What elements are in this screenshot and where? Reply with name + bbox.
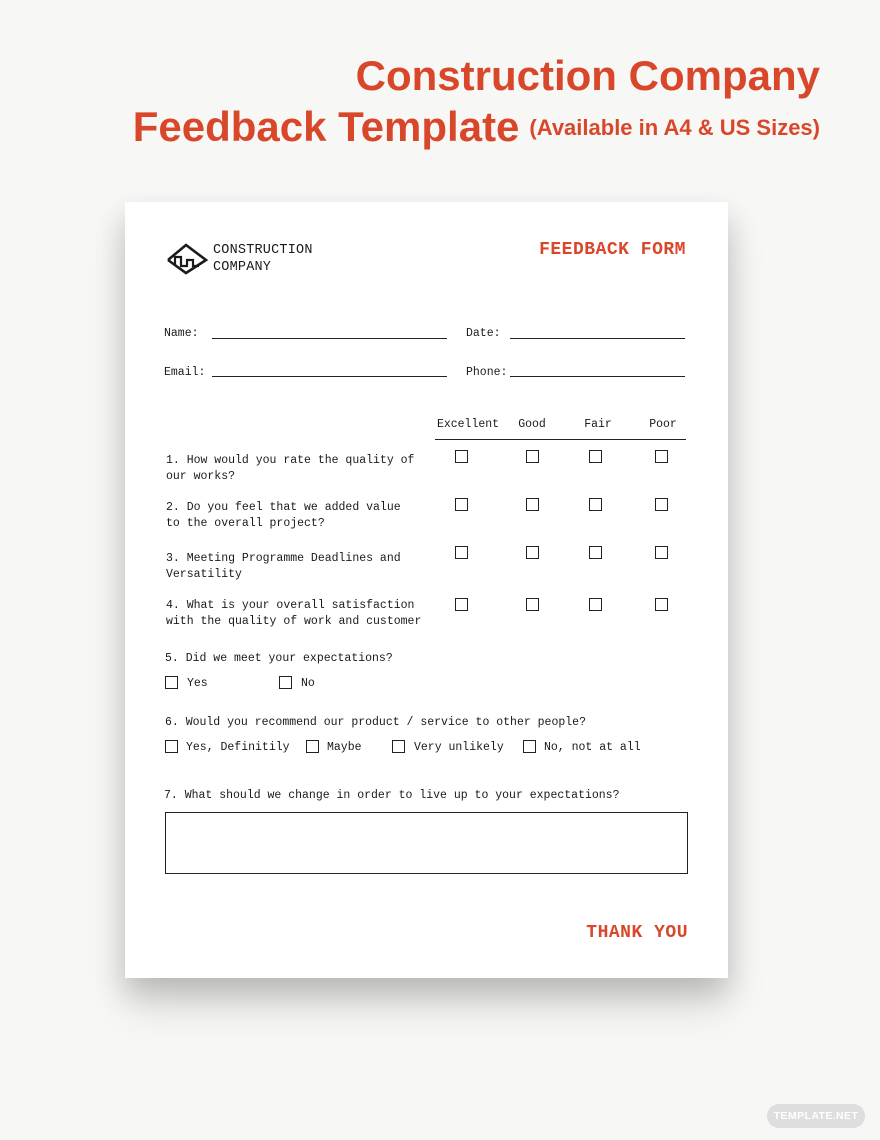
question-text: 4. What is your overall satisfaction <box>166 599 415 612</box>
company-brand <box>213 242 313 276</box>
question-7-text: 7. What should we change in order to live up to your expectations? <box>164 789 620 802</box>
table-header-rule <box>435 439 686 440</box>
question-text: 2. Do you feel that we added value <box>166 501 401 514</box>
phone-label: Phone: <box>466 366 508 379</box>
q6-yes-checkbox[interactable] <box>165 740 178 753</box>
q6-unlikely-label: Very unlikely <box>414 741 504 754</box>
house-outline-icon <box>166 242 210 276</box>
question-text: to the overall project? <box>166 517 325 530</box>
q6-yes-label: Yes, Definitily <box>186 741 290 754</box>
phone-field[interactable] <box>510 376 685 377</box>
question-text: 1. How would you rate the quality of <box>166 454 415 467</box>
q6-unlikely-checkbox[interactable] <box>392 740 405 753</box>
feedback-form-sheet <box>125 202 728 978</box>
q2-good-checkbox[interactable] <box>526 498 539 511</box>
q6-maybe-checkbox[interactable] <box>306 740 319 753</box>
q4-fair-checkbox[interactable] <box>589 598 602 611</box>
q4-poor-checkbox[interactable] <box>655 598 668 611</box>
q3-good-checkbox[interactable] <box>526 546 539 559</box>
thank-you-text: THANK YOU <box>586 923 688 943</box>
column-fair: Fair <box>584 418 612 431</box>
page-title-main: Feedback Template <box>132 103 520 150</box>
q5-yes-checkbox[interactable] <box>165 676 178 689</box>
email-field[interactable] <box>212 376 447 377</box>
q3-poor-checkbox[interactable] <box>655 546 668 559</box>
q3-excellent-checkbox[interactable] <box>455 546 468 559</box>
page-title-line1: Construction Company <box>355 52 820 99</box>
brand-line2: COMPANY <box>213 260 272 275</box>
question-text: 3. Meeting Programme Deadlines and <box>166 552 401 565</box>
column-excellent: Excellent <box>436 418 500 431</box>
question-6-text: 6. Would you recommend our product / service to other people? <box>165 716 586 729</box>
rating-question-2 <box>166 500 431 532</box>
date-label: Date: <box>466 327 501 340</box>
q6-maybe-label: Maybe <box>327 741 362 754</box>
q4-good-checkbox[interactable] <box>526 598 539 611</box>
q2-excellent-checkbox[interactable] <box>455 498 468 511</box>
question-5-text: 5. Did we meet your expectations? <box>165 652 393 665</box>
q4-excellent-checkbox[interactable] <box>455 598 468 611</box>
name-field[interactable] <box>212 338 447 339</box>
q1-excellent-checkbox[interactable] <box>455 450 468 463</box>
question-text: Versatility <box>166 568 242 581</box>
name-label: Name: <box>164 327 199 340</box>
form-title: FEEDBACK FORM <box>539 240 686 260</box>
q7-answer-textarea[interactable] <box>165 812 688 874</box>
column-poor: Poor <box>649 418 677 431</box>
q6-no-checkbox[interactable] <box>523 740 536 753</box>
q1-fair-checkbox[interactable] <box>589 450 602 463</box>
page-subtitle: (Available in A4 & US Sizes) <box>529 115 820 140</box>
q2-poor-checkbox[interactable] <box>655 498 668 511</box>
brand-line1: CONSTRUCTION <box>213 243 313 258</box>
email-label: Email: <box>164 366 206 379</box>
page-title-line2 <box>133 103 820 151</box>
q6-no-label: No, not at all <box>544 741 641 754</box>
date-field[interactable] <box>510 338 685 339</box>
q2-fair-checkbox[interactable] <box>589 498 602 511</box>
question-text: our works? <box>166 470 236 483</box>
q5-no-checkbox[interactable] <box>279 676 292 689</box>
rating-question-1 <box>166 453 431 485</box>
rating-question-4 <box>166 598 431 630</box>
column-good: Good <box>518 418 546 431</box>
q3-fair-checkbox[interactable] <box>589 546 602 559</box>
question-text: with the quality of work and customer <box>166 615 422 628</box>
q1-poor-checkbox[interactable] <box>655 450 668 463</box>
rating-question-3 <box>166 551 431 583</box>
watermark-badge: TEMPLATE.NET <box>767 1104 865 1128</box>
q5-yes-label: Yes <box>187 677 208 690</box>
q1-good-checkbox[interactable] <box>526 450 539 463</box>
q5-no-label: No <box>301 677 315 690</box>
